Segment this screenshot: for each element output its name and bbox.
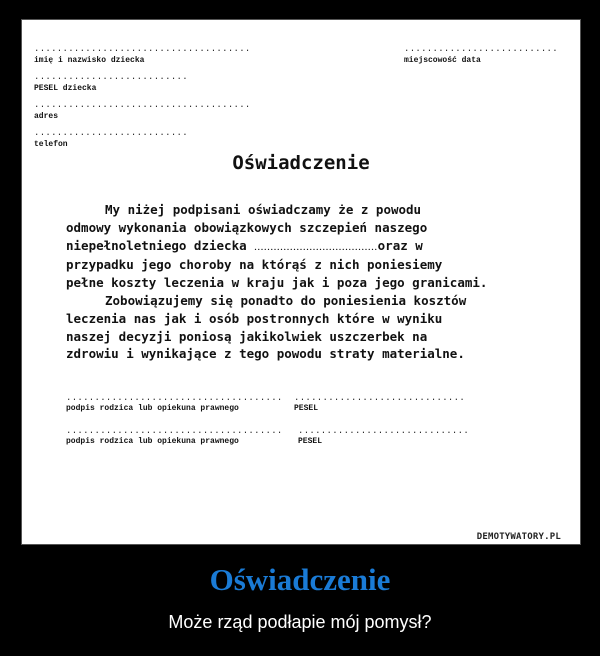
caption-subtitle: Może rząd podłapie mój pomysł? xyxy=(168,612,432,632)
declaration-body xyxy=(66,201,576,363)
signature-1-label: podpis rodzica lub opiekuna prawnego xyxy=(66,404,239,413)
body-line-start: niepełnoletniego dziecka xyxy=(66,237,255,253)
body-line: odmowy wykonania obowiązkowych szczepień naszego xyxy=(66,219,428,235)
phone-dots: ........................... xyxy=(34,128,188,138)
pesel-1-label: PESEL xyxy=(294,404,319,413)
body-line: przypadku jego choroby na którąś z nich poniesiemy xyxy=(66,257,443,273)
pesel-child-dots: ........................... xyxy=(34,72,188,82)
pesel-2-dots: .............................. xyxy=(298,426,470,436)
body-line: naszej decyzji poniosą jakikolwiek uszczerbek na xyxy=(66,328,428,344)
child-name-fill-dots: ...................................... xyxy=(254,240,378,253)
body-line-end: oraz w xyxy=(377,237,423,253)
body-line: leczenia nas jak i osób postronnych które w wyniku xyxy=(66,310,443,326)
name-dots: ...................................... xyxy=(34,44,251,54)
address-label: adres xyxy=(34,112,59,121)
signature-2-label: podpis rodzica lub opiekuna prawnego xyxy=(66,437,239,446)
site-watermark: DEMOTYWATORY.PL xyxy=(476,532,561,542)
pesel-child-label: PESEL dziecka xyxy=(34,84,97,93)
place-date-label: miejscowość data xyxy=(404,56,481,65)
pesel-2-label: PESEL xyxy=(298,437,323,446)
pesel-1-dots: .............................. xyxy=(294,393,466,403)
document-title: Oświadczenie xyxy=(232,152,370,174)
body-line xyxy=(66,237,576,257)
address-dots: ...................................... xyxy=(34,100,251,110)
place-date-dots: ........................... xyxy=(404,44,558,54)
signature-1-dots: ...................................... xyxy=(66,393,283,403)
body-line: Zobowiązujemy się ponadto do poniesienia kosztów xyxy=(105,292,467,308)
caption-title: Oświadczenie xyxy=(209,562,391,597)
body-line: zdrowiu i wynikające z tego powodu straty materialne. xyxy=(66,346,465,362)
phone-label: telefon xyxy=(34,140,68,149)
name-label: imię i nazwisko dziecka xyxy=(34,56,145,65)
body-line: My niżej podpisani oświadczamy że z powodu xyxy=(105,202,422,217)
document-image xyxy=(21,19,581,545)
body-line: pełne koszty leczenia w kraju jak i poza jego granicami. xyxy=(66,275,488,291)
signature-2-dots: ...................................... xyxy=(66,426,283,436)
